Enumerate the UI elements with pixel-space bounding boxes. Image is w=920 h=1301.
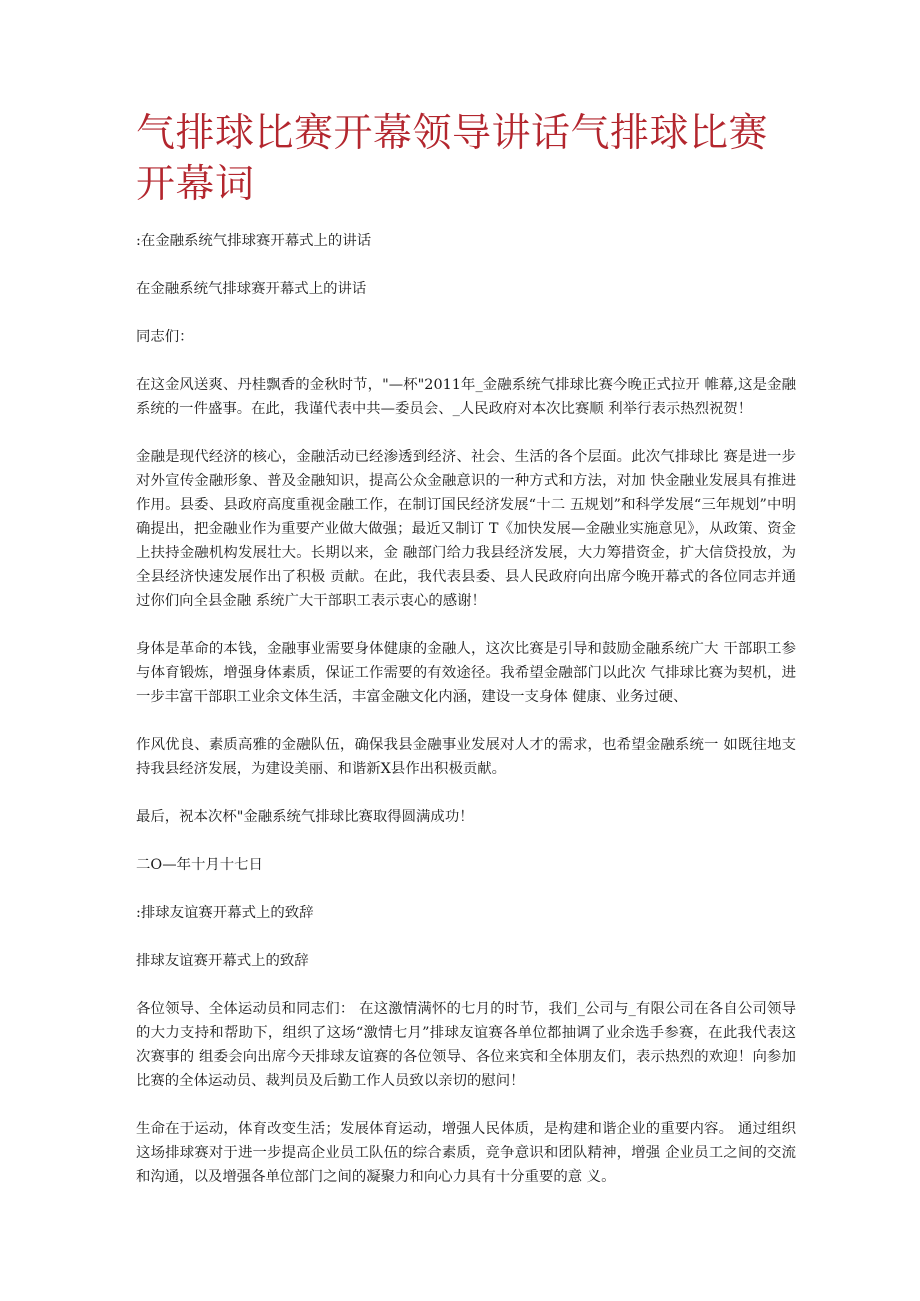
paragraph-health: 身体是革命的本钱，金融事业需要身体健康的金融人，这次比赛是引导和鼓励金融系统广大 干部职工参与体育锻炼，增强身体素质，保证工作需要的有效途径。我希望金融部门以此次 气排球比赛为契机，进一步丰富干部职工业余文体生活，丰富金融文化内涵，建设一支身体 健康、业务过硬、 (136, 641, 796, 705)
paragraph-welcome: 各位领导、全体运动员和同志们： 在这激情满怀的七月的时节，我们_公司与_有限公司在各自公司领导的大力支持和帮助下，组织了这场“激情七月”排球友谊赛各单位都抽调了业余选手参赛，在此我代表这次赛事的 组委会向出席今天排球友谊赛的各位领导、各位来宾和全体朋友们，表示热烈的欢迎！向参加比赛的全体运动员、裁判员及后勤工作人员致以亲切的慰问！ (136, 1001, 796, 1089)
document-title: 气排球比赛开幕领导讲话气排球比赛开幕词 (136, 111, 769, 207)
date-line: 二O—年十月十七日 (136, 857, 263, 873)
subheading-volleyball-label: :排球友谊赛开幕式上的致辞 (136, 905, 314, 921)
salutation: 同志们： (136, 329, 194, 345)
paragraph-opening: 在这金风送爽、丹桂飘香的金秋时节，"—杯"2011年_金融系统气排球比赛今晚正式拉开 帷幕,这是金融系统的一件盛事。在此，我谨代表中共—委员会、_人民政府对本次比赛顺 利举行表示热烈祝贺！ (136, 377, 796, 417)
subheading-finance-speech-label: :在金融系统气排球赛开幕式上的讲话 (136, 233, 372, 249)
paragraph-closing-wish: 最后，祝本次杯"金融系统气排球比赛取得圆满成功！ (136, 809, 474, 825)
subheading-finance-speech: 在金融系统气排球赛开幕式上的讲话 (136, 281, 367, 297)
document-body (136, 229, 796, 1213)
paragraph-sports-life: 生命在于运动，体育改变生活；发展体育运动，增强人民体质，是构建和谐企业的重要内容。 通过组织这场排球赛对于进一步提高企业员工队伍的综合素质，竞争意识和团队精神，增强 企业员工之间的交流和沟通，以及增强各单位部门之间的凝聚力和向心力具有十分重要的意 义。 (136, 1121, 796, 1185)
paragraph-finance-core: 金融是现代经济的核心，金融活动已经渗透到经济、社会、生活的各个层面。此次气排球比 赛是进一步对外宣传金融形象、普及金融知识，提高公众金融意识的一种方式和方法，对加 快金融业发展具有推进作用。县委、县政府高度重视金融工作，在制订国民经济发展“十二 五规划”和科学发展“三年规划”中明确提出，把金融业作为重要产业做大做强；最近又制订 T《加快发展—金融业实施意见》，从政策、资金上扶持金融机构发展壮大。长期以来，金 融部门给力我县经济发展，大力筹措资金，扩大信贷投放，为全县经济快速发展作出了积极 贡献。在此，我代表县委、县人民政府向出席今晚开幕式的各位同志并通过你们向全县金融 系统广大干部职工表示衷心的感谢！ (136, 449, 796, 609)
paragraph-team: 作风优良、素质高雅的金融队伍，确保我县金融事业发展对人才的需求，也希望金融系统一 如既往地支持我县经济发展，为建设美丽、和谐新X县作出积极贡献。 (136, 737, 796, 777)
subheading-volleyball: 排球友谊赛开幕式上的致辞 (136, 953, 309, 969)
